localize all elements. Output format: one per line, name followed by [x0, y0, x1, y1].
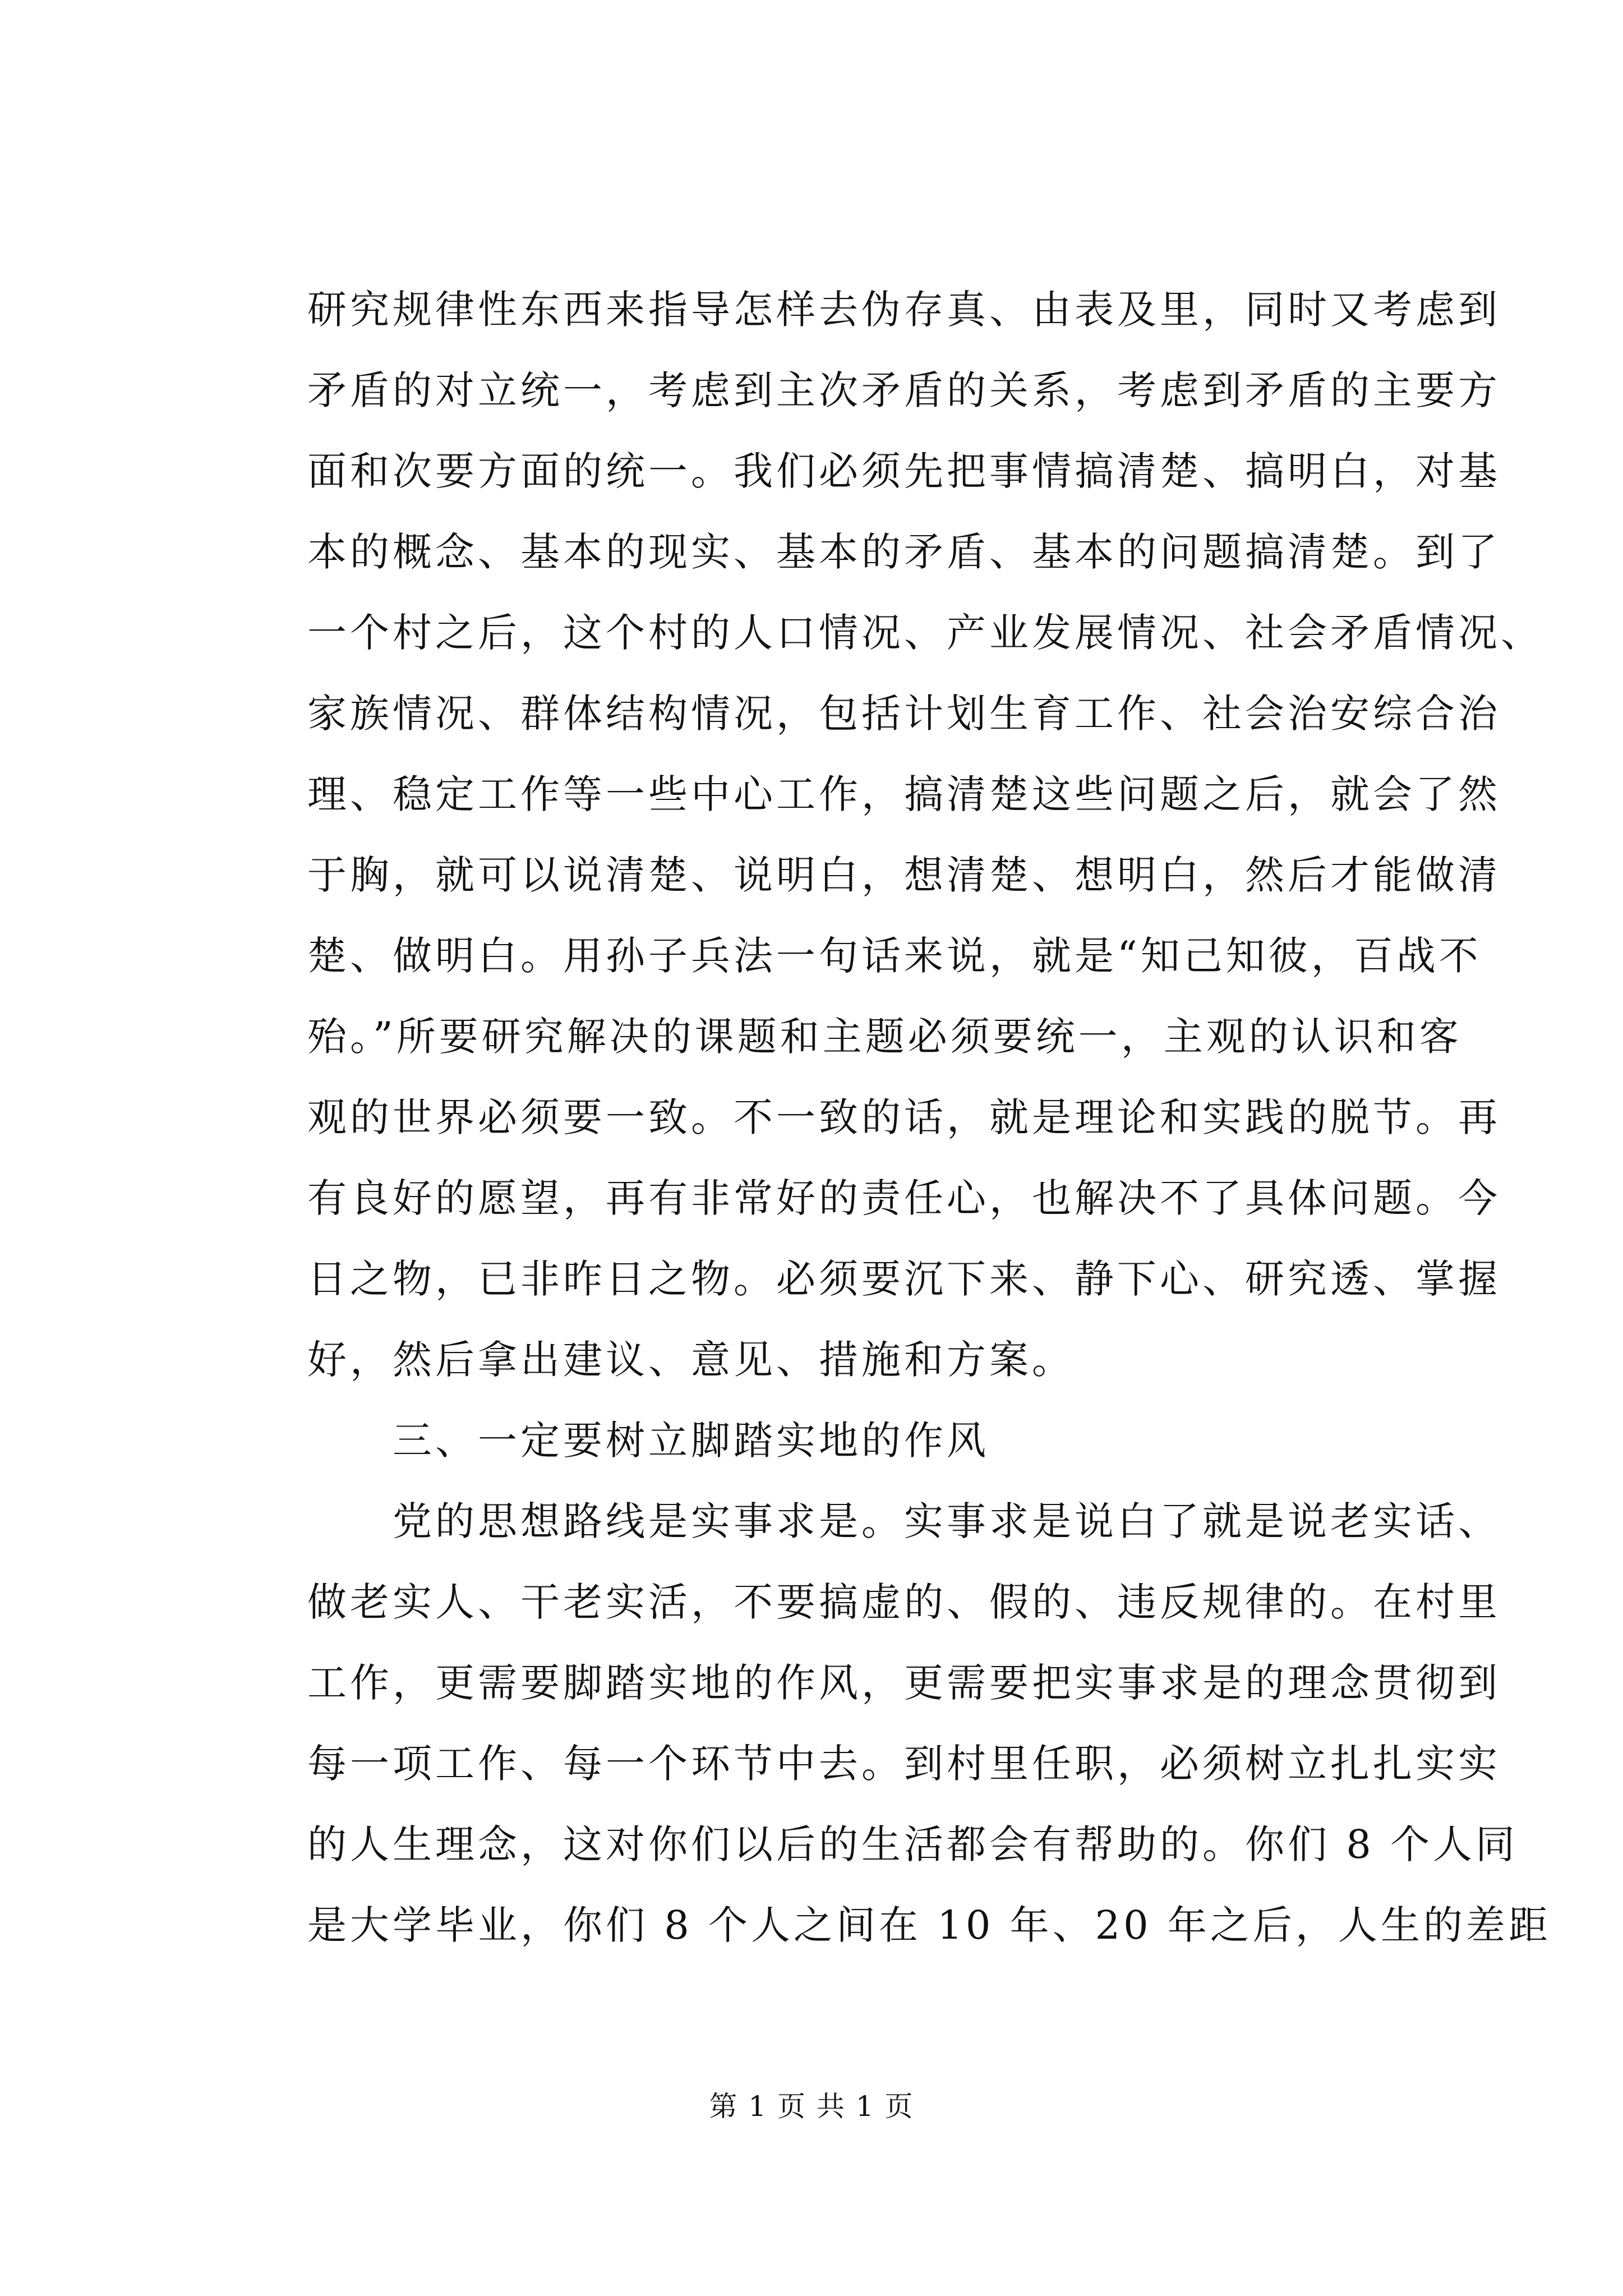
- page-number-label: 第 1 页 共 1 页: [709, 2090, 914, 2123]
- section-heading: 三、一定要树立脚踏实地的作风: [307, 1418, 989, 1464]
- text-line: 工作，更需要脚踏实地的作风，更需要把实事求是的理念贯彻到: [307, 1660, 1501, 1706]
- page-footer: [0, 2087, 1623, 2126]
- text-line: 一个村之后，这个村的人口情况、产业发展情况、社会矛盾情况、: [307, 610, 1543, 656]
- text-line: 楚、做明白。用孙子兵法一句话来说，就是“知己知彼，百战不: [307, 933, 1482, 979]
- text-line: 有良好的愿望，再有非常好的责任心，也解决不了具体问题。今: [307, 1175, 1501, 1221]
- text-line: 做老实人、干老实活，不要搞虚的、假的、违反规律的。在村里: [307, 1579, 1501, 1625]
- body-text: [307, 269, 1551, 1966]
- text-line: 殆。”所要研究解决的课题和主题必须要统一，主观的认识和客: [307, 1014, 1462, 1060]
- text-line: 研究规律性东西来指导怎样去伪存真、由表及里，同时又考虑到: [307, 287, 1501, 333]
- text-line: 的人生理念，这对你们以后的生活都会有帮助的。你们 8 个人同: [307, 1821, 1519, 1867]
- text-line: 党的思想路线是实事求是。实事求是说白了就是说老实话、: [307, 1498, 1501, 1544]
- text-line: 面和次要方面的统一。我们必须先把事情搞清楚、搞明白，对基: [307, 448, 1501, 494]
- text-line: 于胸，就可以说清楚、说明白，想清楚、想明白，然后才能做清: [307, 852, 1501, 898]
- text-line: 每一项工作、每一个环节中去。到村里任职，必须树立扎扎实实: [307, 1741, 1501, 1787]
- text-line: 家族情况、群体结构情况，包括计划生育工作、社会治安综合治: [307, 691, 1501, 737]
- text-line: 观的世界必须要一致。不一致的话，就是理论和实践的脱节。再: [307, 1094, 1501, 1140]
- text-line: 理、稳定工作等一些中心工作，搞清楚这些问题之后，就会了然: [307, 771, 1501, 817]
- text-line: 本的概念、基本的现实、基本的矛盾、基本的问题搞清楚。到了: [307, 529, 1501, 575]
- text-line: 日之物，已非昨日之物。必须要沉下来、静下心、研究透、掌握: [307, 1256, 1501, 1302]
- text-line: 好，然后拿出建议、意见、措施和方案。: [307, 1337, 1075, 1383]
- text-line: 矛盾的对立统一，考虑到主次矛盾的关系，考虑到矛盾的主要方: [307, 367, 1501, 413]
- text-line: 是大学毕业，你们 8 个人之间在 10 年、20 年之后，人生的差距: [307, 1902, 1551, 1948]
